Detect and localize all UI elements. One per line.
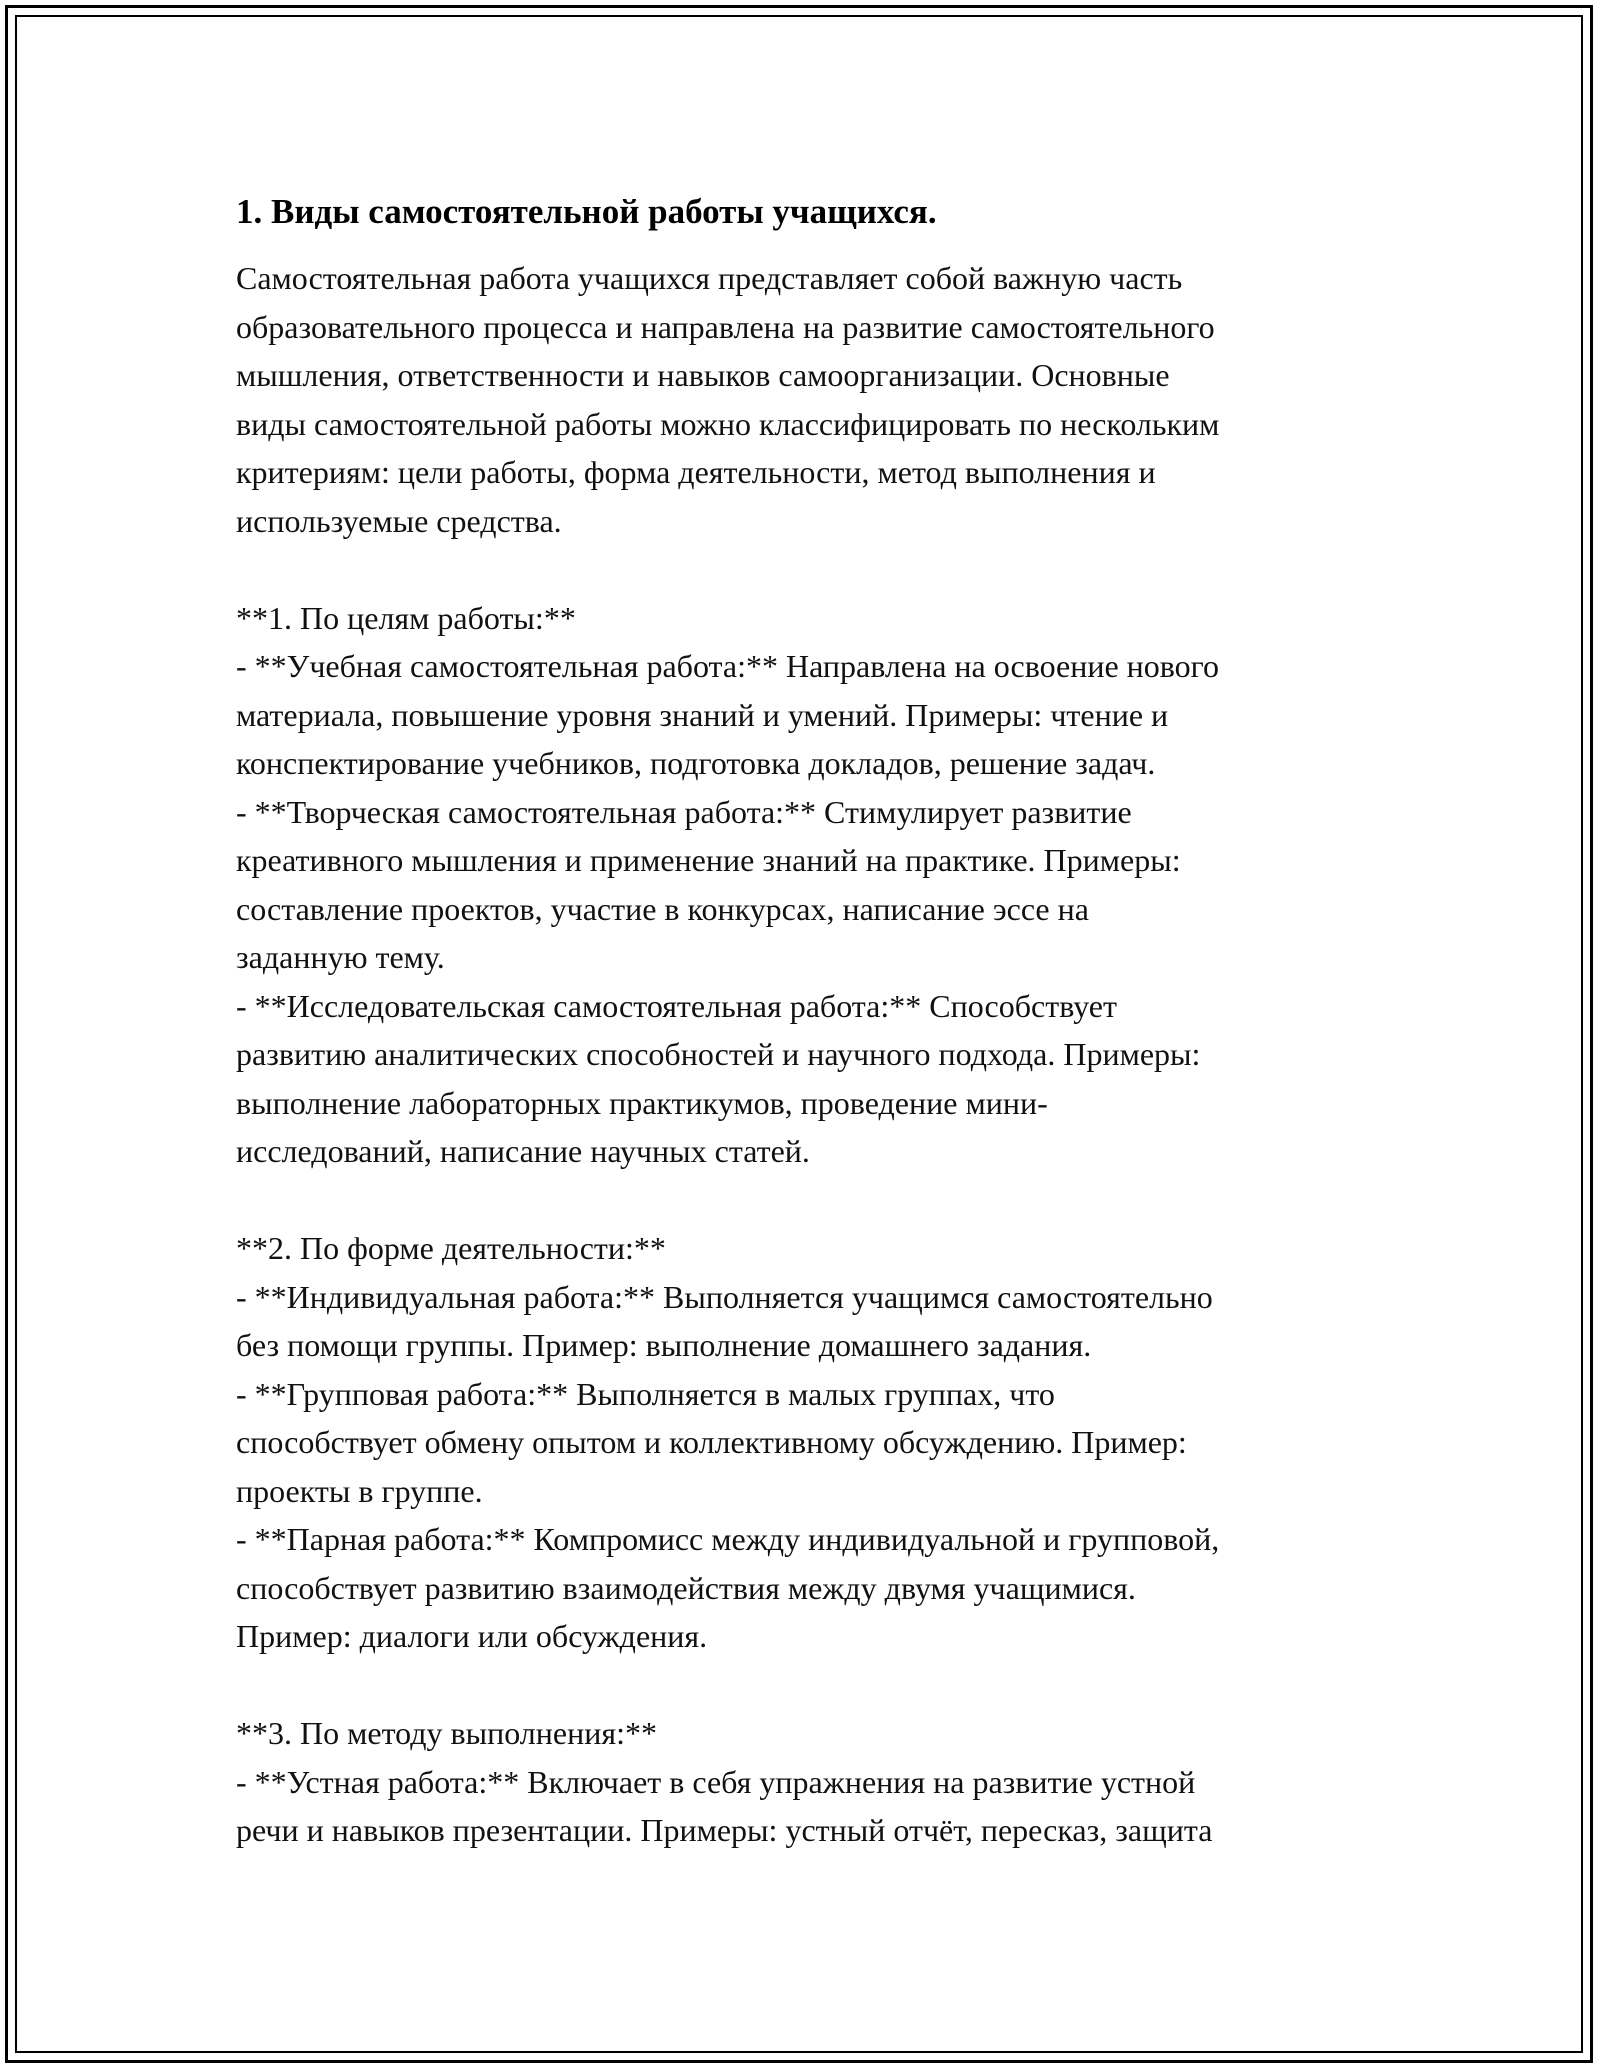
paragraph-gap	[236, 1661, 1386, 1710]
list-item: - **Учебная самостоятельная работа:** Направлена на освоение нового материала, повышение уровня знаний и умений. Примеры: чтение и конспектирование учебников, подготовка докладов, решение задач.	[236, 648, 1219, 781]
list-item: - **Парная работа:** Компромисс между индивидуальной и групповой, способствует развитию взаимодействия между двумя учащимися. Пример: диалоги или обсуждения.	[236, 1521, 1220, 1654]
section-title: **1. По целям работы:**	[236, 599, 576, 636]
section-goals	[236, 594, 1386, 1176]
list-item: - **Исследовательская самостоятельная работа:** Способствует развитию аналитических способностей и научного подхода. Примеры: выполнение лабораторных практикумов, проведение мини- исследований, написание научных статей.	[236, 987, 1201, 1169]
section-method	[236, 1709, 1386, 1855]
paragraph-gap	[236, 545, 1386, 594]
document-heading: 1. Виды самостоятельной работы учащихся.	[236, 192, 937, 231]
section-activity-form	[236, 1224, 1386, 1661]
intro-paragraph: Самостоятельная работа учащихся представляет собой важную часть образовательного процесса и направлена на развитие самостоятельного мышления, ответственности и навыков самоорганизации. Основные виды самостоятельной работы можно классифицировать по нескольким критериям: цели работы, форма деятельности, метод выполнения и используемые средства.	[236, 260, 1220, 539]
section-title: **3. По методу выполнения:**	[236, 1715, 657, 1751]
paragraph-gap	[236, 1176, 1386, 1225]
document-body	[236, 188, 1386, 1855]
list-item: - **Творческая самостоятельная работа:** Стимулирует развитие креативного мышления и применение знаний на практике. Примеры: составление проектов, участие в конкурсах, написание эссе на заданную тему.	[236, 793, 1181, 975]
list-item: - **Индивидуальная работа:** Выполняется учащимся самостоятельно без помощи группы. Пример: выполнение домашнего задания.	[236, 1278, 1213, 1363]
section-title: **2. По форме деятельности:**	[236, 1230, 666, 1266]
list-item: - **Устная работа:** Включает в себя упражнения на развитие устной речи и навыков презентации. Примеры: устный отчёт, пересказ, защита	[236, 1763, 1213, 1848]
list-item: - **Групповая работа:** Выполняется в малых группах, что способствует обмену опытом и коллективному обсуждению. Пример: проекты в группе.	[236, 1375, 1187, 1509]
